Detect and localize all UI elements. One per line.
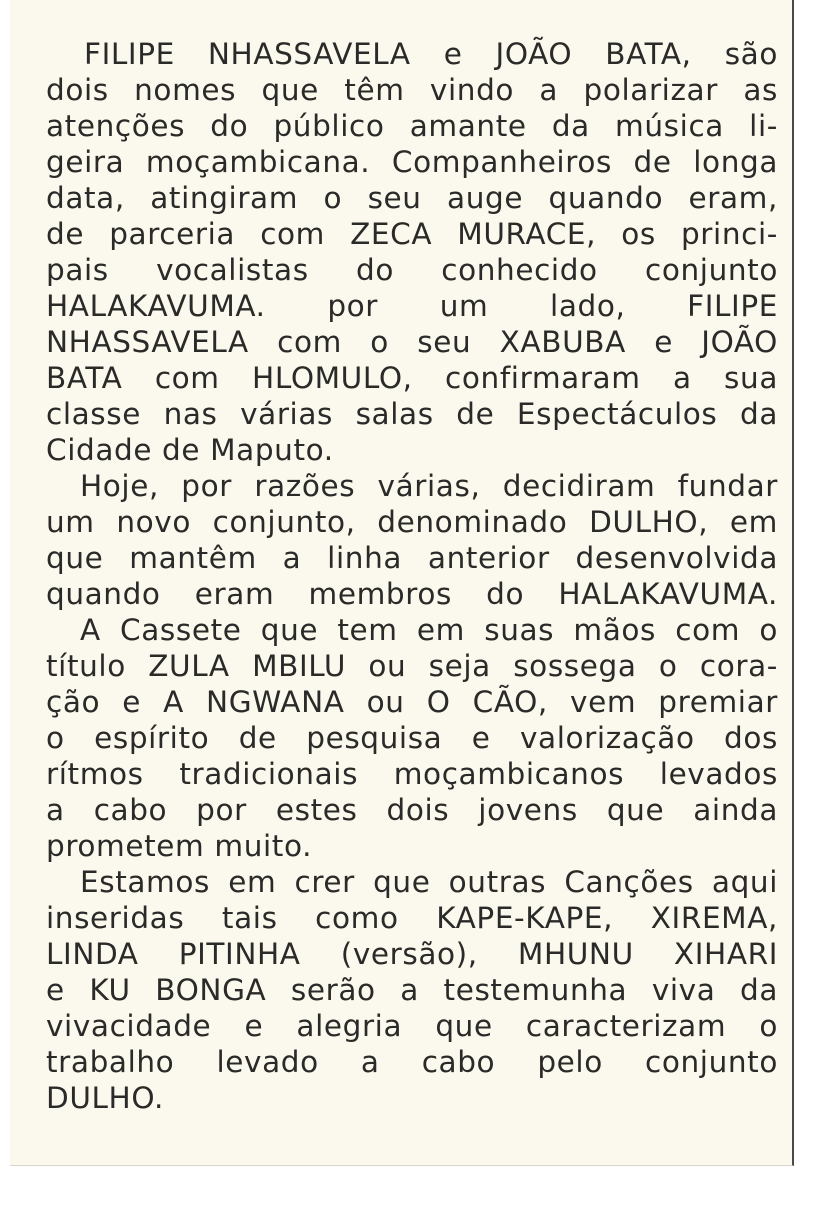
text-line: de parceria com ZECA MURACE, os princi-: [46, 217, 778, 251]
liner-notes-card: [10, 0, 794, 1166]
text-line: geira moçambicana. Companheiros de longa: [46, 145, 778, 179]
text-line: NHASSAVELA com o seu XABUBA e JOÃO: [46, 325, 778, 359]
text-line: que mantêm a linha anterior desenvolvida: [46, 541, 778, 575]
text-line: o espírito de pesquisa e valorização dos: [46, 721, 778, 755]
text-line: HALAKAVUMA. por um lado, FILIPE: [46, 289, 778, 323]
text-line: inseridas tais como KAPE-KAPE, XIREMA,: [46, 901, 778, 935]
text-line: classe nas várias salas de Espectáculos da: [46, 397, 778, 431]
text-line: data, atingiram o seu auge quando eram,: [46, 181, 778, 215]
text-line: e KU BONGA serão a testemunha viva da: [46, 973, 778, 1007]
text-line: trabalho levado a cabo pelo conjunto: [46, 1045, 778, 1079]
text-line: quando eram membros do HALAKAVUMA.: [46, 577, 778, 611]
text-line: vivacidade e alegria que caracterizam o: [46, 1009, 778, 1043]
text-line: pais vocalistas do conhecido conjunto: [46, 253, 778, 287]
text-line: rítmos tradicionais moçambicanos levados: [46, 757, 778, 791]
text-line: Estamos em crer que outras Canções aqui: [80, 865, 778, 899]
text-line: LINDA PITINHA (versão), MHUNU XIHARI: [46, 937, 778, 971]
text-line: um novo conjunto, denominado DULHO, em: [46, 505, 778, 539]
text-line: a cabo por estes dois jovens que ainda: [46, 793, 778, 827]
text-line: dois nomes que têm vindo a polarizar as: [46, 73, 778, 107]
text-line: A Cassete que tem em suas mãos com o: [80, 613, 778, 647]
text-line: BATA com HLOMULO, confirmaram a sua: [46, 361, 778, 395]
text-line: título ZULA MBILU ou seja sossega o cora-: [46, 649, 778, 683]
text-line: Cidade de Maputo.: [46, 433, 334, 467]
text-line: prometem muito.: [46, 829, 313, 863]
text-line: DULHO.: [46, 1081, 164, 1115]
text-line: atenções do público amante da música li-: [46, 109, 778, 143]
text-line: FILIPE NHASSAVELA e JOÃO BATA, são: [84, 37, 778, 71]
liner-notes-text: [46, 36, 778, 1116]
text-line: Hoje, por razões várias, decidiram fundar: [80, 469, 778, 503]
text-line: ção e A NGWANA ou O CÃO, vem premiar: [46, 685, 778, 719]
